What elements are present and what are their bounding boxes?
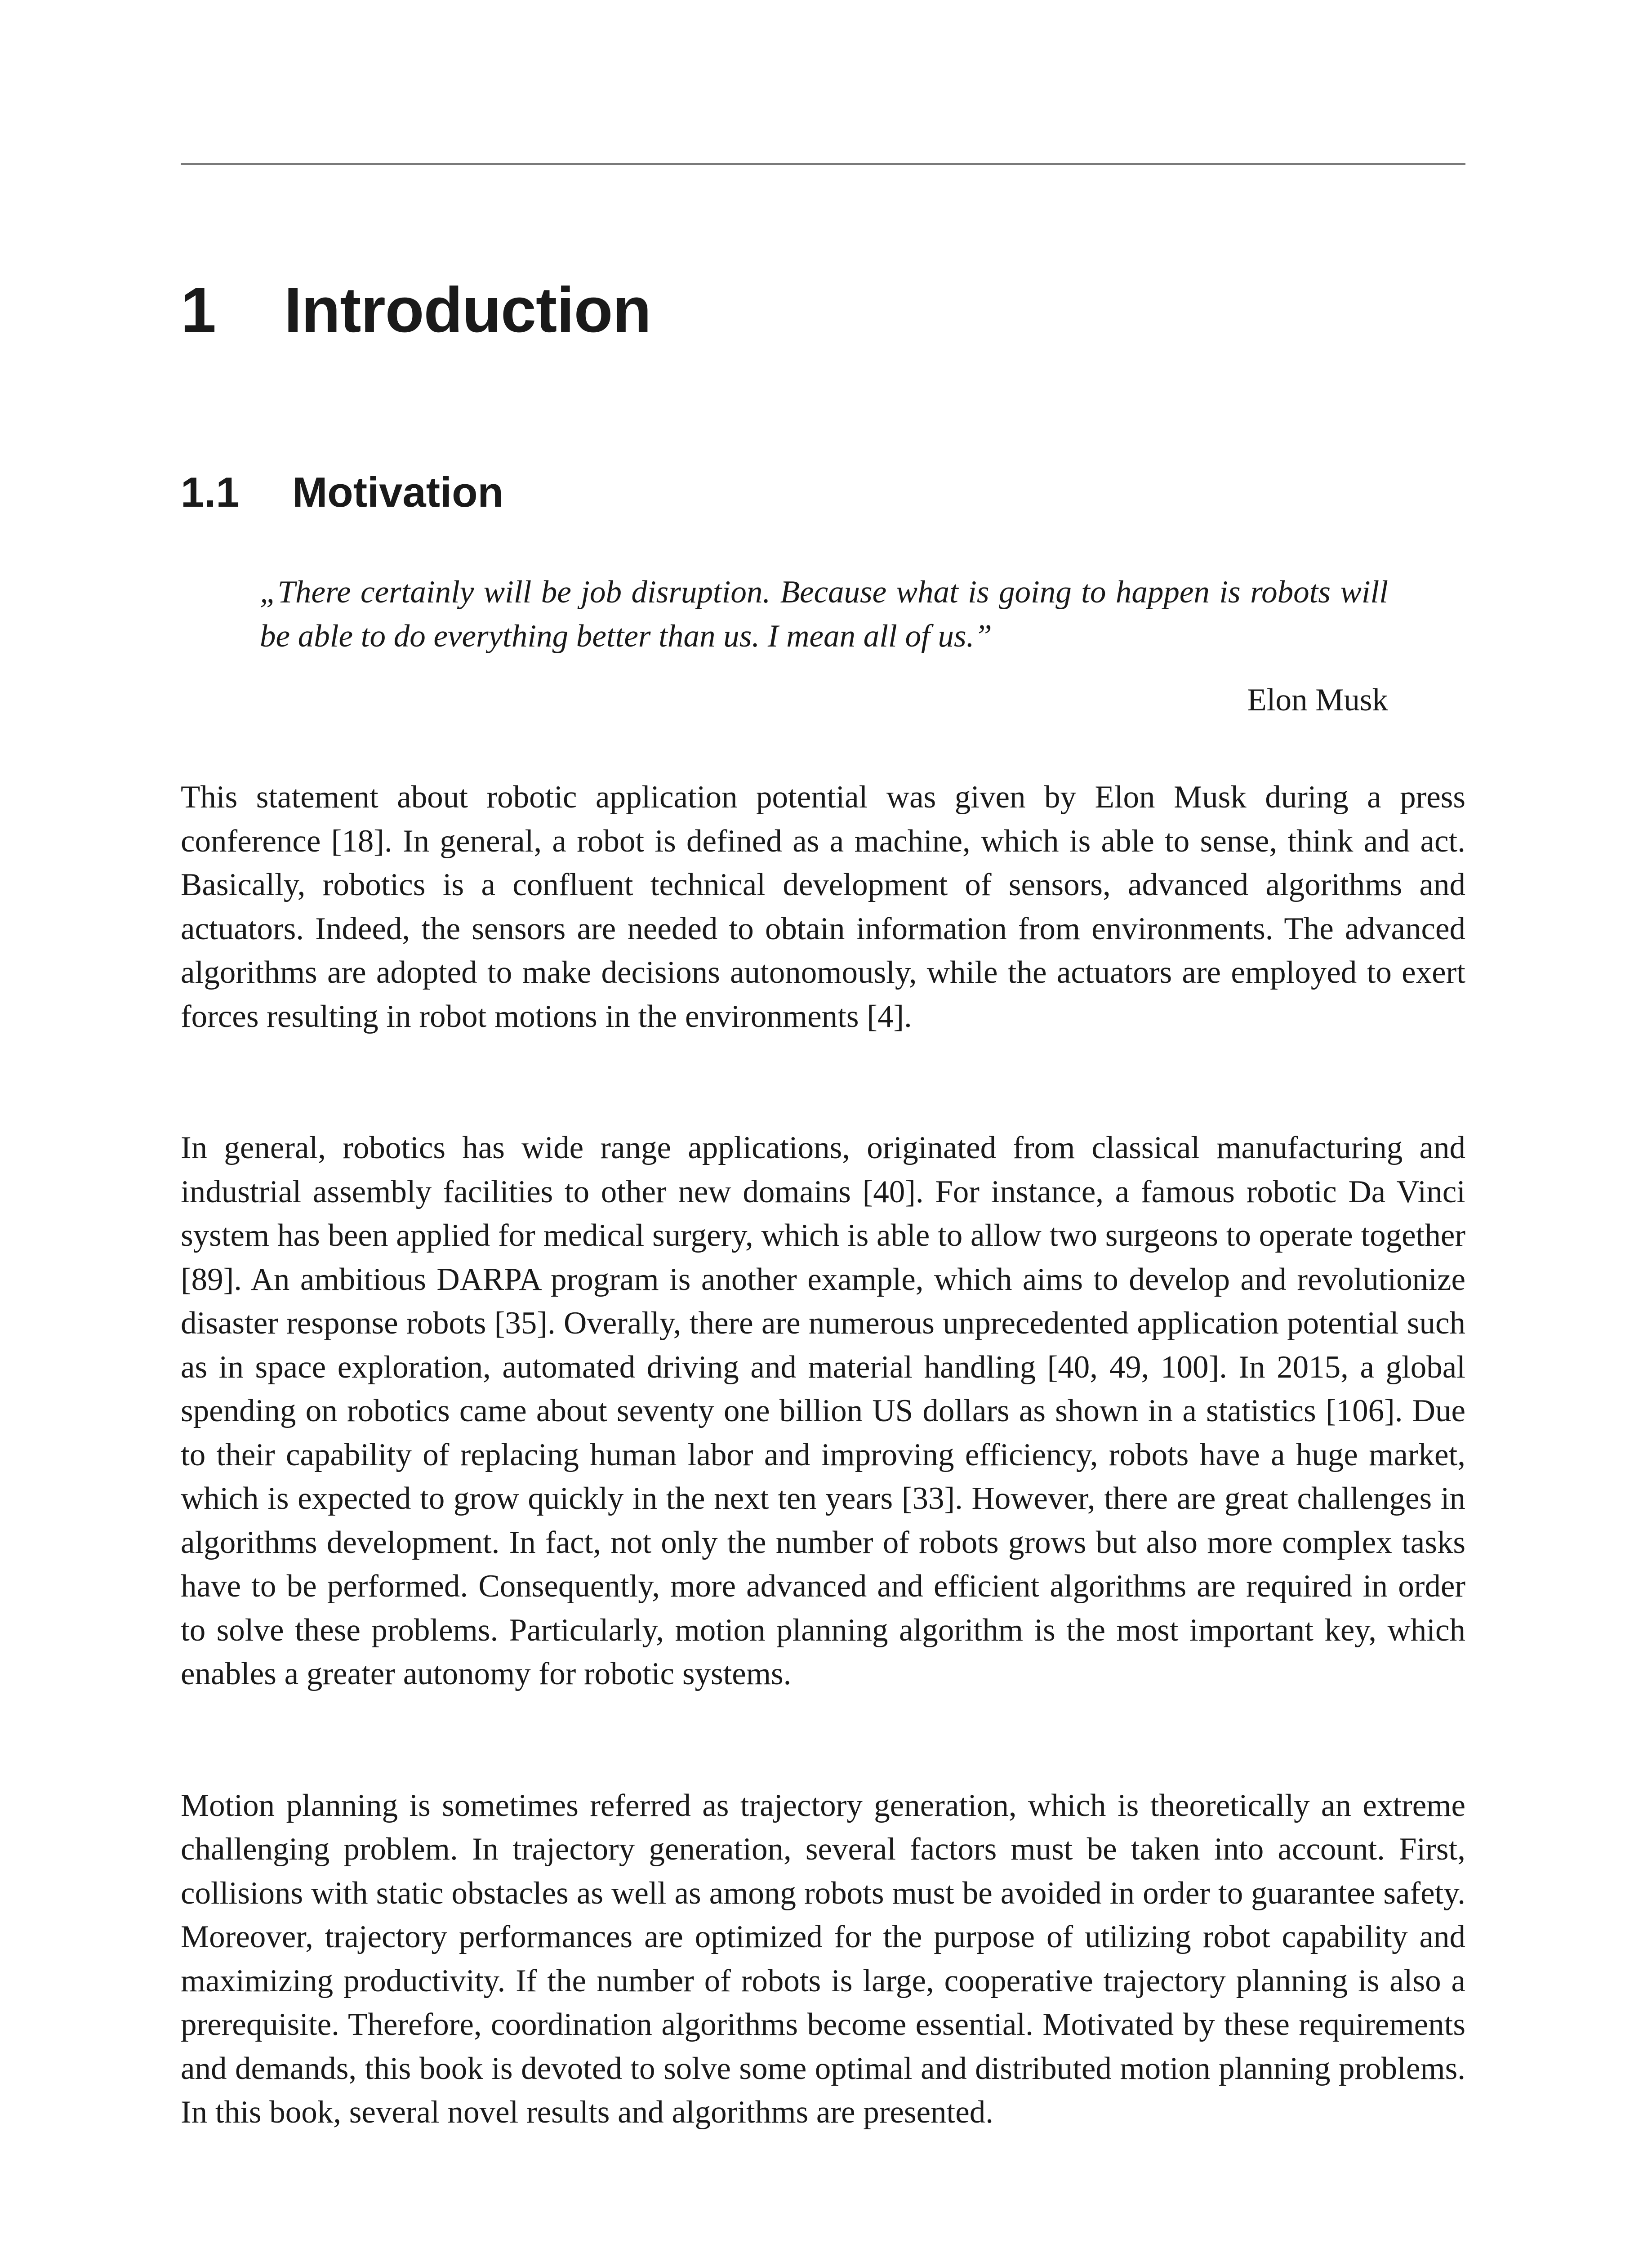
chapter-heading xyxy=(181,270,1465,351)
section-number: 1.1 xyxy=(181,468,240,516)
chapter-number: 1 xyxy=(181,274,216,346)
paragraph: Motion planning is sometimes referred as trajectory generation, which is theoretically an extreme challenging problem. In trajectory generation, several factors must be taken into account. First, collisions with static obstacles as well as among robots must be avoided in order to guarantee safety. Moreover, trajectory performances are optimized for the purpose of utilizing robot capability and maximizing productivity. If the number of robots is large, cooperative trajectory planning is also a prerequisite. Therefore, coordination algorithms become essential. Motivated by these requirements and demands, this book is devoted to solve some optimal and distributed motion planning problems. In this book, several novel results and algorithms are presented. xyxy=(181,1788,1465,2130)
header-rule xyxy=(181,163,1465,165)
chapter-title: Introduction xyxy=(284,274,651,346)
body-text xyxy=(181,776,1465,2222)
epigraph-author: Elon Musk xyxy=(1247,682,1388,718)
section-title: Motivation xyxy=(292,468,503,516)
paragraph: In general, robotics has wide range applications, originated from classical manufacturing and industrial assembly facilities to other new domains [40]. For instance, a famous robotic Da Vinci system has been applied for medical surgery, which is able to allow two surgeons to operate together [89]. An ambitious DARPA program is another example, which aims to develop and revolutionize disaster response robots [35]. Overally, there are numerous unprecedented application potential such as in space exploration, automated driving and material handling [40, 49, 100]. In 2015, a global spending on robotics came about seventy one billion US dollars as shown in a statistics [106]. Due to their capability of replacing human labor and improving efficiency, robots have a huge market, which is expected to grow quickly in the next ten years [33]. However, there are great challenges in algorithms development. In fact, not only the number of robots grows but also more complex tasks have to be performed. Consequently, more advanced and efficient algorithms are required in order to solve these problems. Particularly, motion planning algorithm is the most important key, which enables a greater autonomy for robotic systems. xyxy=(181,1130,1465,1691)
epigraph-quote: „There certainly will be job disruption. Because what is going to happen is robots will be able to do everything better than us. I mean all of us.” xyxy=(260,575,1388,654)
section-heading xyxy=(181,463,1465,522)
paragraph: This statement about robotic application potential was given by Elon Musk during a press conference [18]. In general, a robot is defined as a machine, which is able to sense, think and act. Basically, robotics is a confluent technical development of sensors, advanced algorithms and actuators. Indeed, the sensors are needed to obtain information from environments. The advanced algorithms are adopted to make decisions autonomously, while the actuators are employed to exert forces resulting in robot motions in the environments [4]. xyxy=(181,780,1465,1034)
